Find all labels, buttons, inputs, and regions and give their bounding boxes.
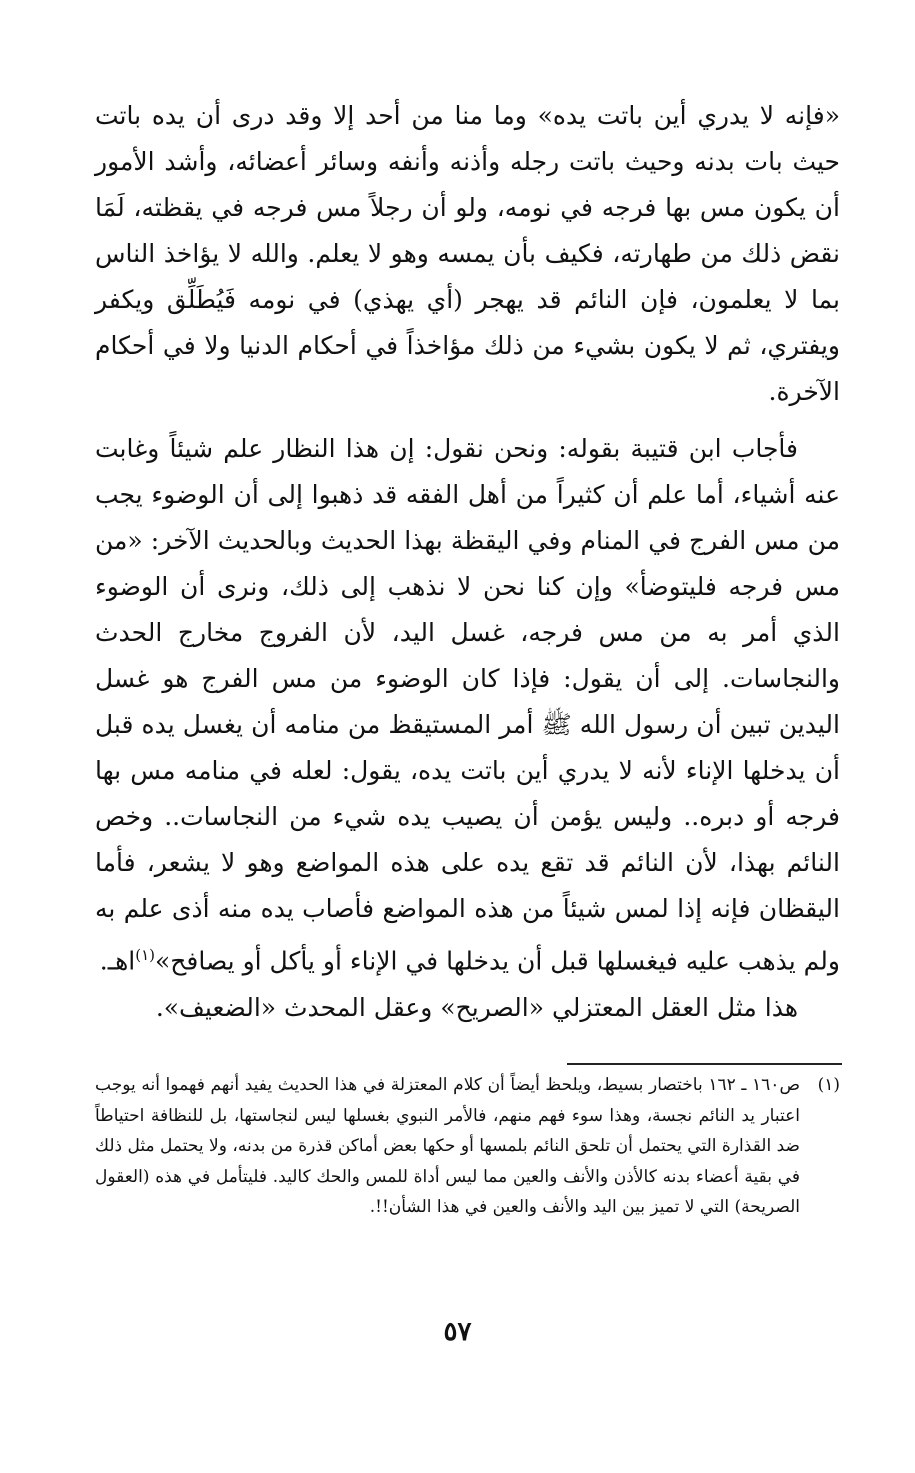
paragraph-2-tail: اهـ. (99, 946, 136, 976)
paragraph-3: هذا مثل العقل المعتزلي «الصريح» وعقل المحدث «الضعيف». (155, 993, 798, 1022)
footnote-divider (567, 1063, 842, 1065)
footnote (95, 1070, 840, 1223)
paragraph-1: «فإنه لا يدري أين باتت يده» وما منا من أحد إلا وقد درى أن يده باتت حيث بات بدنه وحيث باتت رجله وأذنه وأنفه وسائر أعضائه، وأشد الأمور أن يكون مس بها فرجه في نومه، ولو أن رجلاً مس فرجه في يقظته، لَمَا نقض ذلك من طهارته، فكيف بأن يمسه وهو لا يعلم. والله لا يؤاخذ الناس بما لا يعلمون، فإن النائم قد يهجر (أي يهذي) في نومه فَيُطَلِّق ويكفر ويفتري، ثم لا يكون بشيء من ذلك مؤاخذاً في أحكام الدنيا ولا في أحكام الآخرة. (95, 101, 841, 406)
footnote-marker: (١) (817, 1075, 840, 1095)
footnote-reference: (١) (135, 946, 155, 964)
page-number: ٥٧ (443, 1317, 472, 1347)
paragraph-2-text: فأجاب ابن قتيبة بقوله: ونحن نقول: إن هذا النظار علم شيئاً وغابت عنه أشياء، أما علم أن كثيراً من أهل الفقه قد ذهبوا إلى أن الوضوء يجب من مس الفرج في المنام وفي اليقظة بهذا الحديث وبالحديث الآخر: «من مس فرجه فليتوضأ» وإن كنا نحن لا نذهب إلى ذلك، ونرى أن الوضوء الذي أمر به من مس فرجه، غسل اليد، لأن الفروج مخارج الحدث والنجاسات. إلى أن يقول: فإذا كان الوضوء من مس الفرج هو غسل اليدين تبين أن رسول الله ﷺ أمر المستيقظ من منامه أن يغسل يده قبل أن يدخلها الإناء لأنه لا يدري أين باتت يده، يقول: لعله في منامه مس بها فرجه أو دبره.. وليس يؤمن أن يصيب يده شيء من النجاسات.. وخص النائم بهذا، لأن النائم قد تقع يده على هذه المواضع وهو لا يشعر، فأما اليقظان فإنه إذا لمس شيئاً من هذه المواضع فأصاب يده منه أذى علم به ولم يذهب عليه فيغسلها قبل أن يدخلها في الإناء أو يأكل أو يصافح» (95, 434, 840, 976)
paragraph-2 (95, 426, 840, 984)
footnote-text: ص١٦٠ ـ ١٦٢ باختصار بسيط، ويلحظ أيضاً أن كلام المعتزلة في هذا الحديث يفيد أنهم فهموا أنه يوجب اعتبار يد النائم نجسة، وهذا سوء فهم منهم، فالأمر النبوي بغسلها ليس لنجاستها، بل للنظافة احتياطاً ضد القذارة التي يحتمل أن تلحق النائم بلمسها أو حكها بعض أماكن قذرة من بدنه، ولا يحتمل مثل ذلك في بقية أعضاء بدنه كالأذن والأنف والعين مما ليس أداة للمس والحك كاليد. فليتأمل في هذه (العقول الصريحة) التي لا تميز بين اليد والأنف والعين في هذا الشأن!!. (95, 1075, 800, 1217)
